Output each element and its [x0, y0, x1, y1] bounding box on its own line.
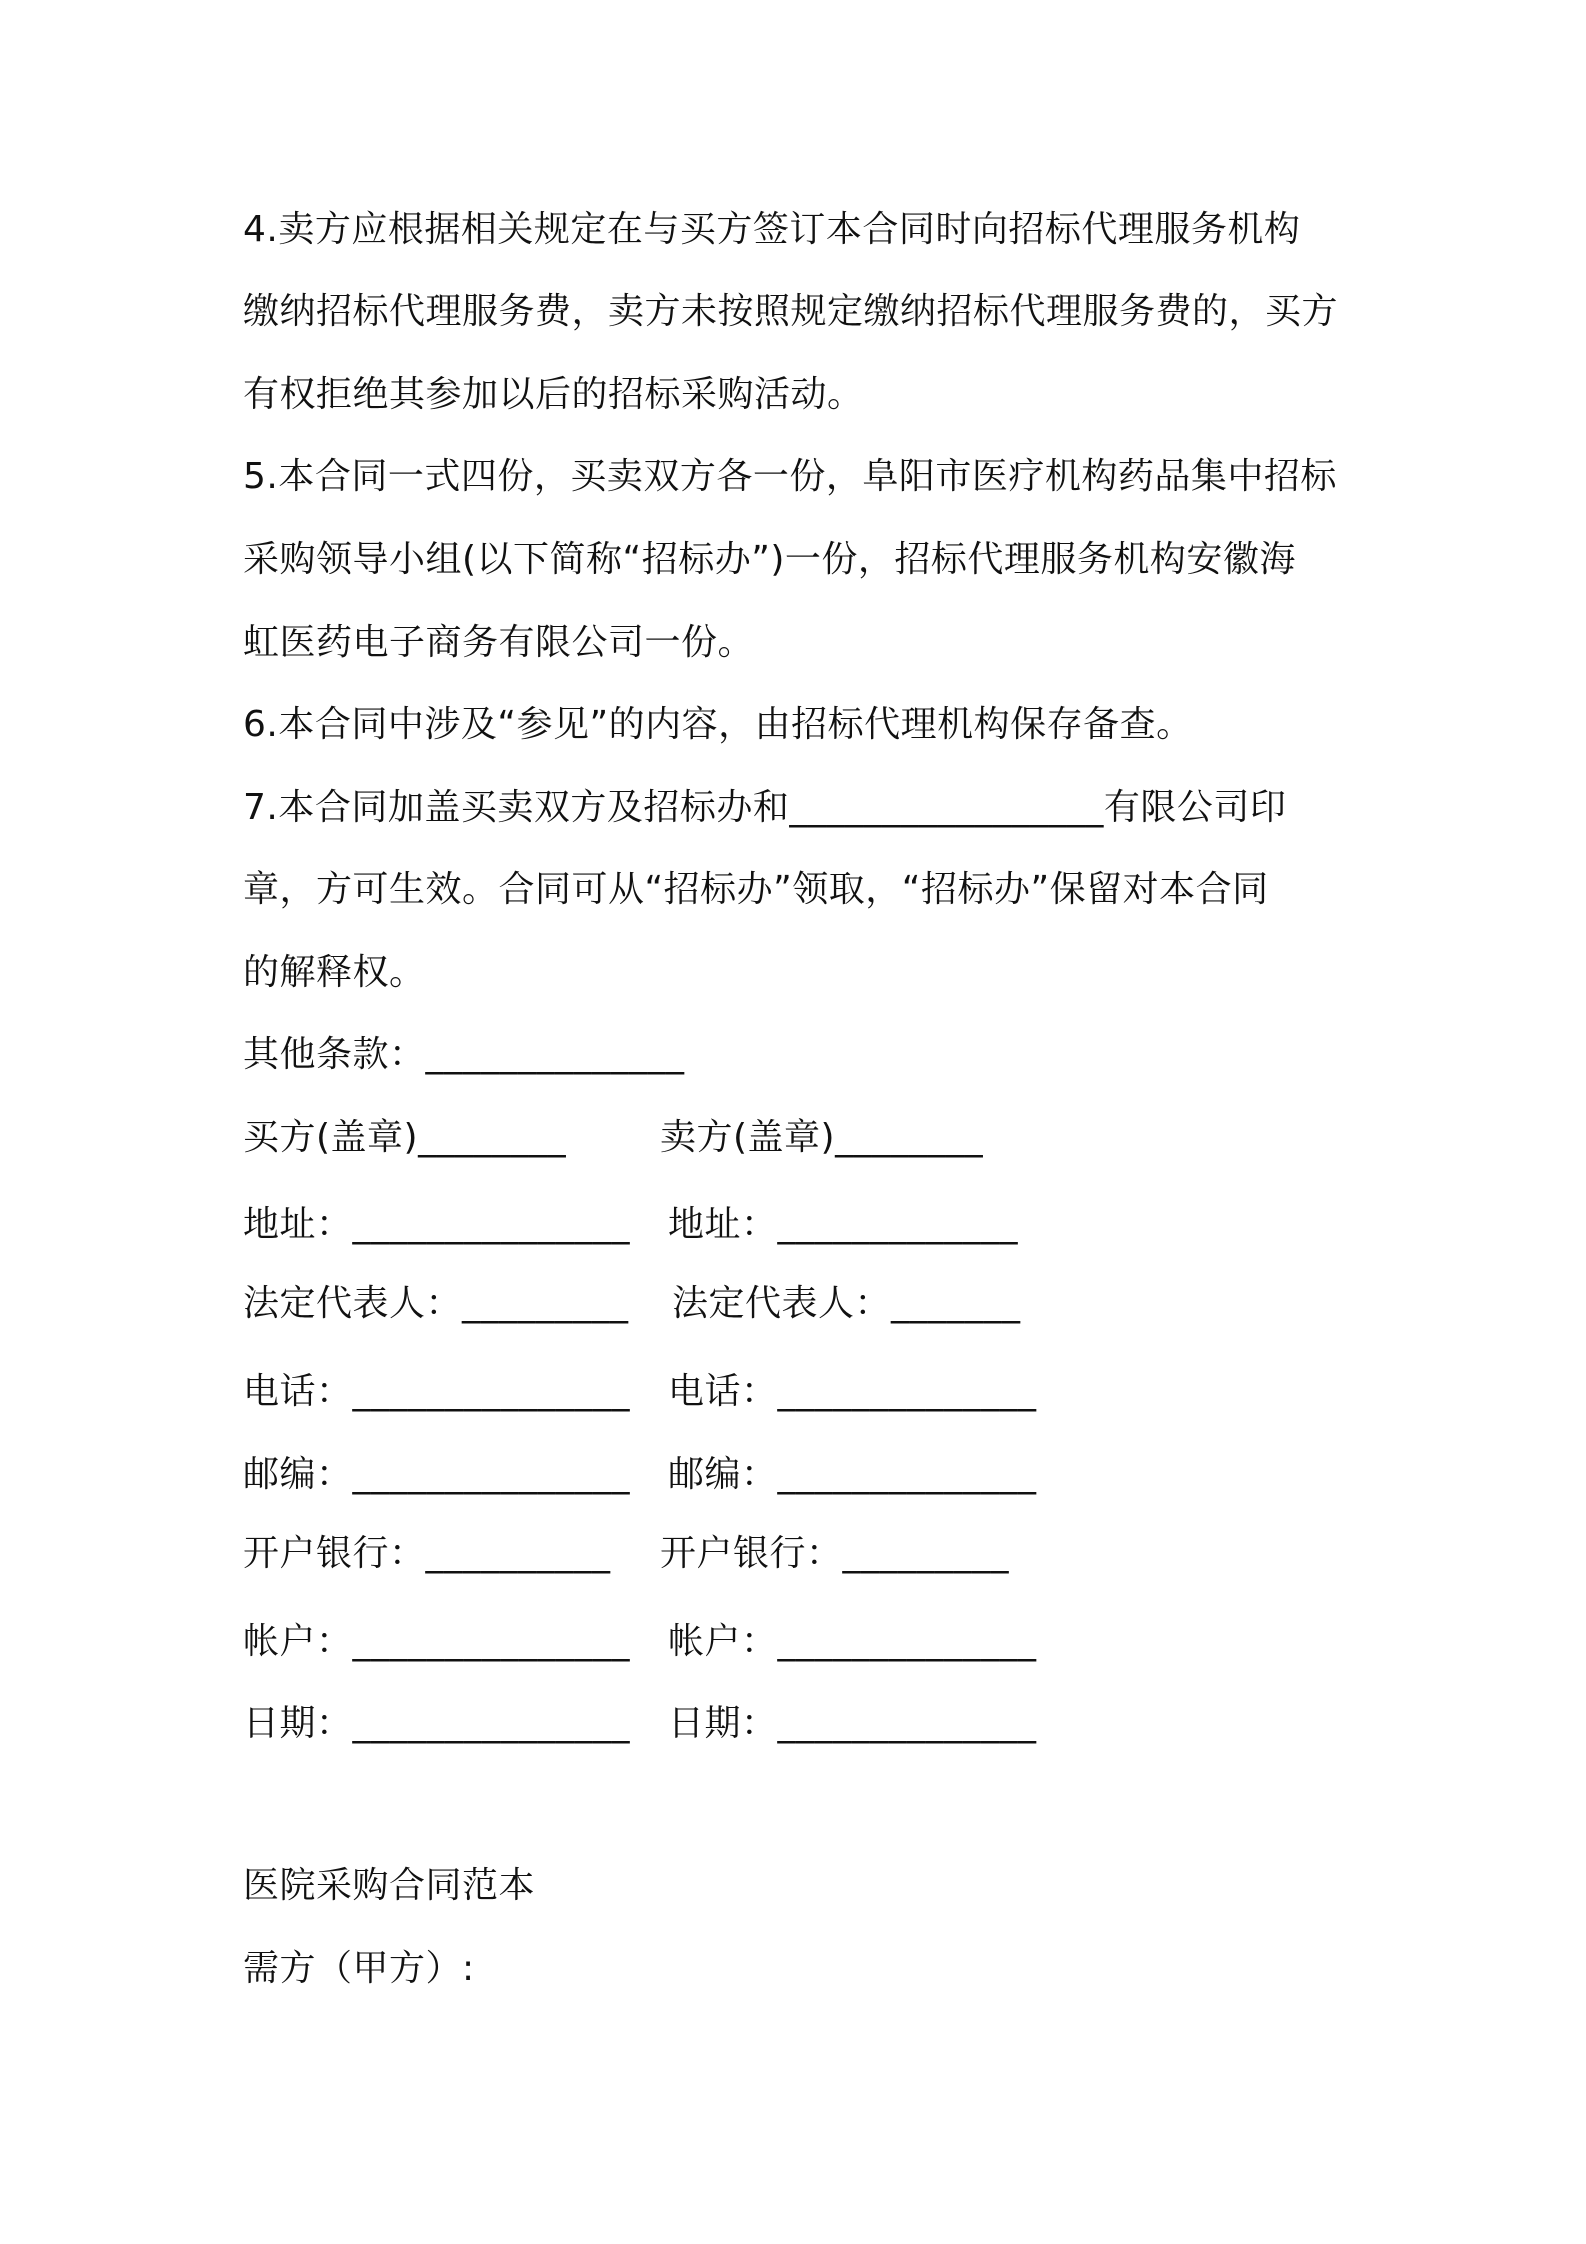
buyer-bank: 开户银行：__________: [243, 1533, 611, 1574]
seller-postcode: 邮编：______________: [668, 1454, 1037, 1495]
clause-line: 章，方可生效。合同可从“招标办”领取，“招标办”保留对本合同: [243, 869, 1269, 910]
clause-line: 7.本合同加盖买卖双方及招标办和_________________有限公司印: [243, 787, 1287, 828]
clause-line: 虹医药电子商务有限公司一份。: [243, 622, 755, 663]
buyer-phone: 电话：_______________: [243, 1371, 631, 1412]
clause-line: 有权拒绝其参加以后的招标采购活动。: [243, 374, 864, 415]
seller-date: 日期：______________: [668, 1703, 1037, 1744]
seller-account: 帐户：______________: [668, 1621, 1037, 1662]
seller-address: 地址：_____________: [668, 1204, 1019, 1245]
buyer-postcode: 邮编：_______________: [243, 1454, 631, 1495]
clause-line: 采购领导小组(以下简称“招标办”)一份，招标代理服务机构安徽海: [243, 539, 1296, 580]
clause-line: 4.卖方应根据相关规定在与买方签订本合同时向招标代理服务机构: [243, 209, 1301, 250]
buyer-account: 帐户：_______________: [243, 1621, 631, 1662]
buyer-seal: 买方(盖章)________: [243, 1117, 567, 1158]
clause-line: 的解释权。: [243, 952, 426, 993]
seller-seal: 卖方(盖章)________: [660, 1117, 984, 1158]
seller-bank: 开户银行：_________: [660, 1533, 1010, 1574]
clause-line: 6.本合同中涉及“参见”的内容，由招标代理机构保存备查。: [243, 704, 1193, 745]
party-a-label: 需方（甲方）:: [243, 1948, 475, 1989]
buyer-date: 日期：_______________: [243, 1703, 631, 1744]
seller-legal-rep: 法定代表人：_______: [672, 1283, 1021, 1324]
other-terms: 其他条款：______________: [243, 1034, 685, 1075]
clause-line: 5.本合同一式四份，买卖双方各一份，阜阳市医疗机构药品集中招标: [243, 456, 1337, 497]
buyer-legal-rep: 法定代表人：_________: [243, 1283, 629, 1324]
clause-line: 缴纳招标代理服务费，卖方未按照规定缴纳招标代理服务费的，买方: [243, 291, 1339, 332]
seller-phone: 电话：______________: [668, 1371, 1037, 1412]
section-title: 医院采购合同范本: [243, 1865, 536, 1906]
buyer-address: 地址：_______________: [243, 1204, 631, 1245]
